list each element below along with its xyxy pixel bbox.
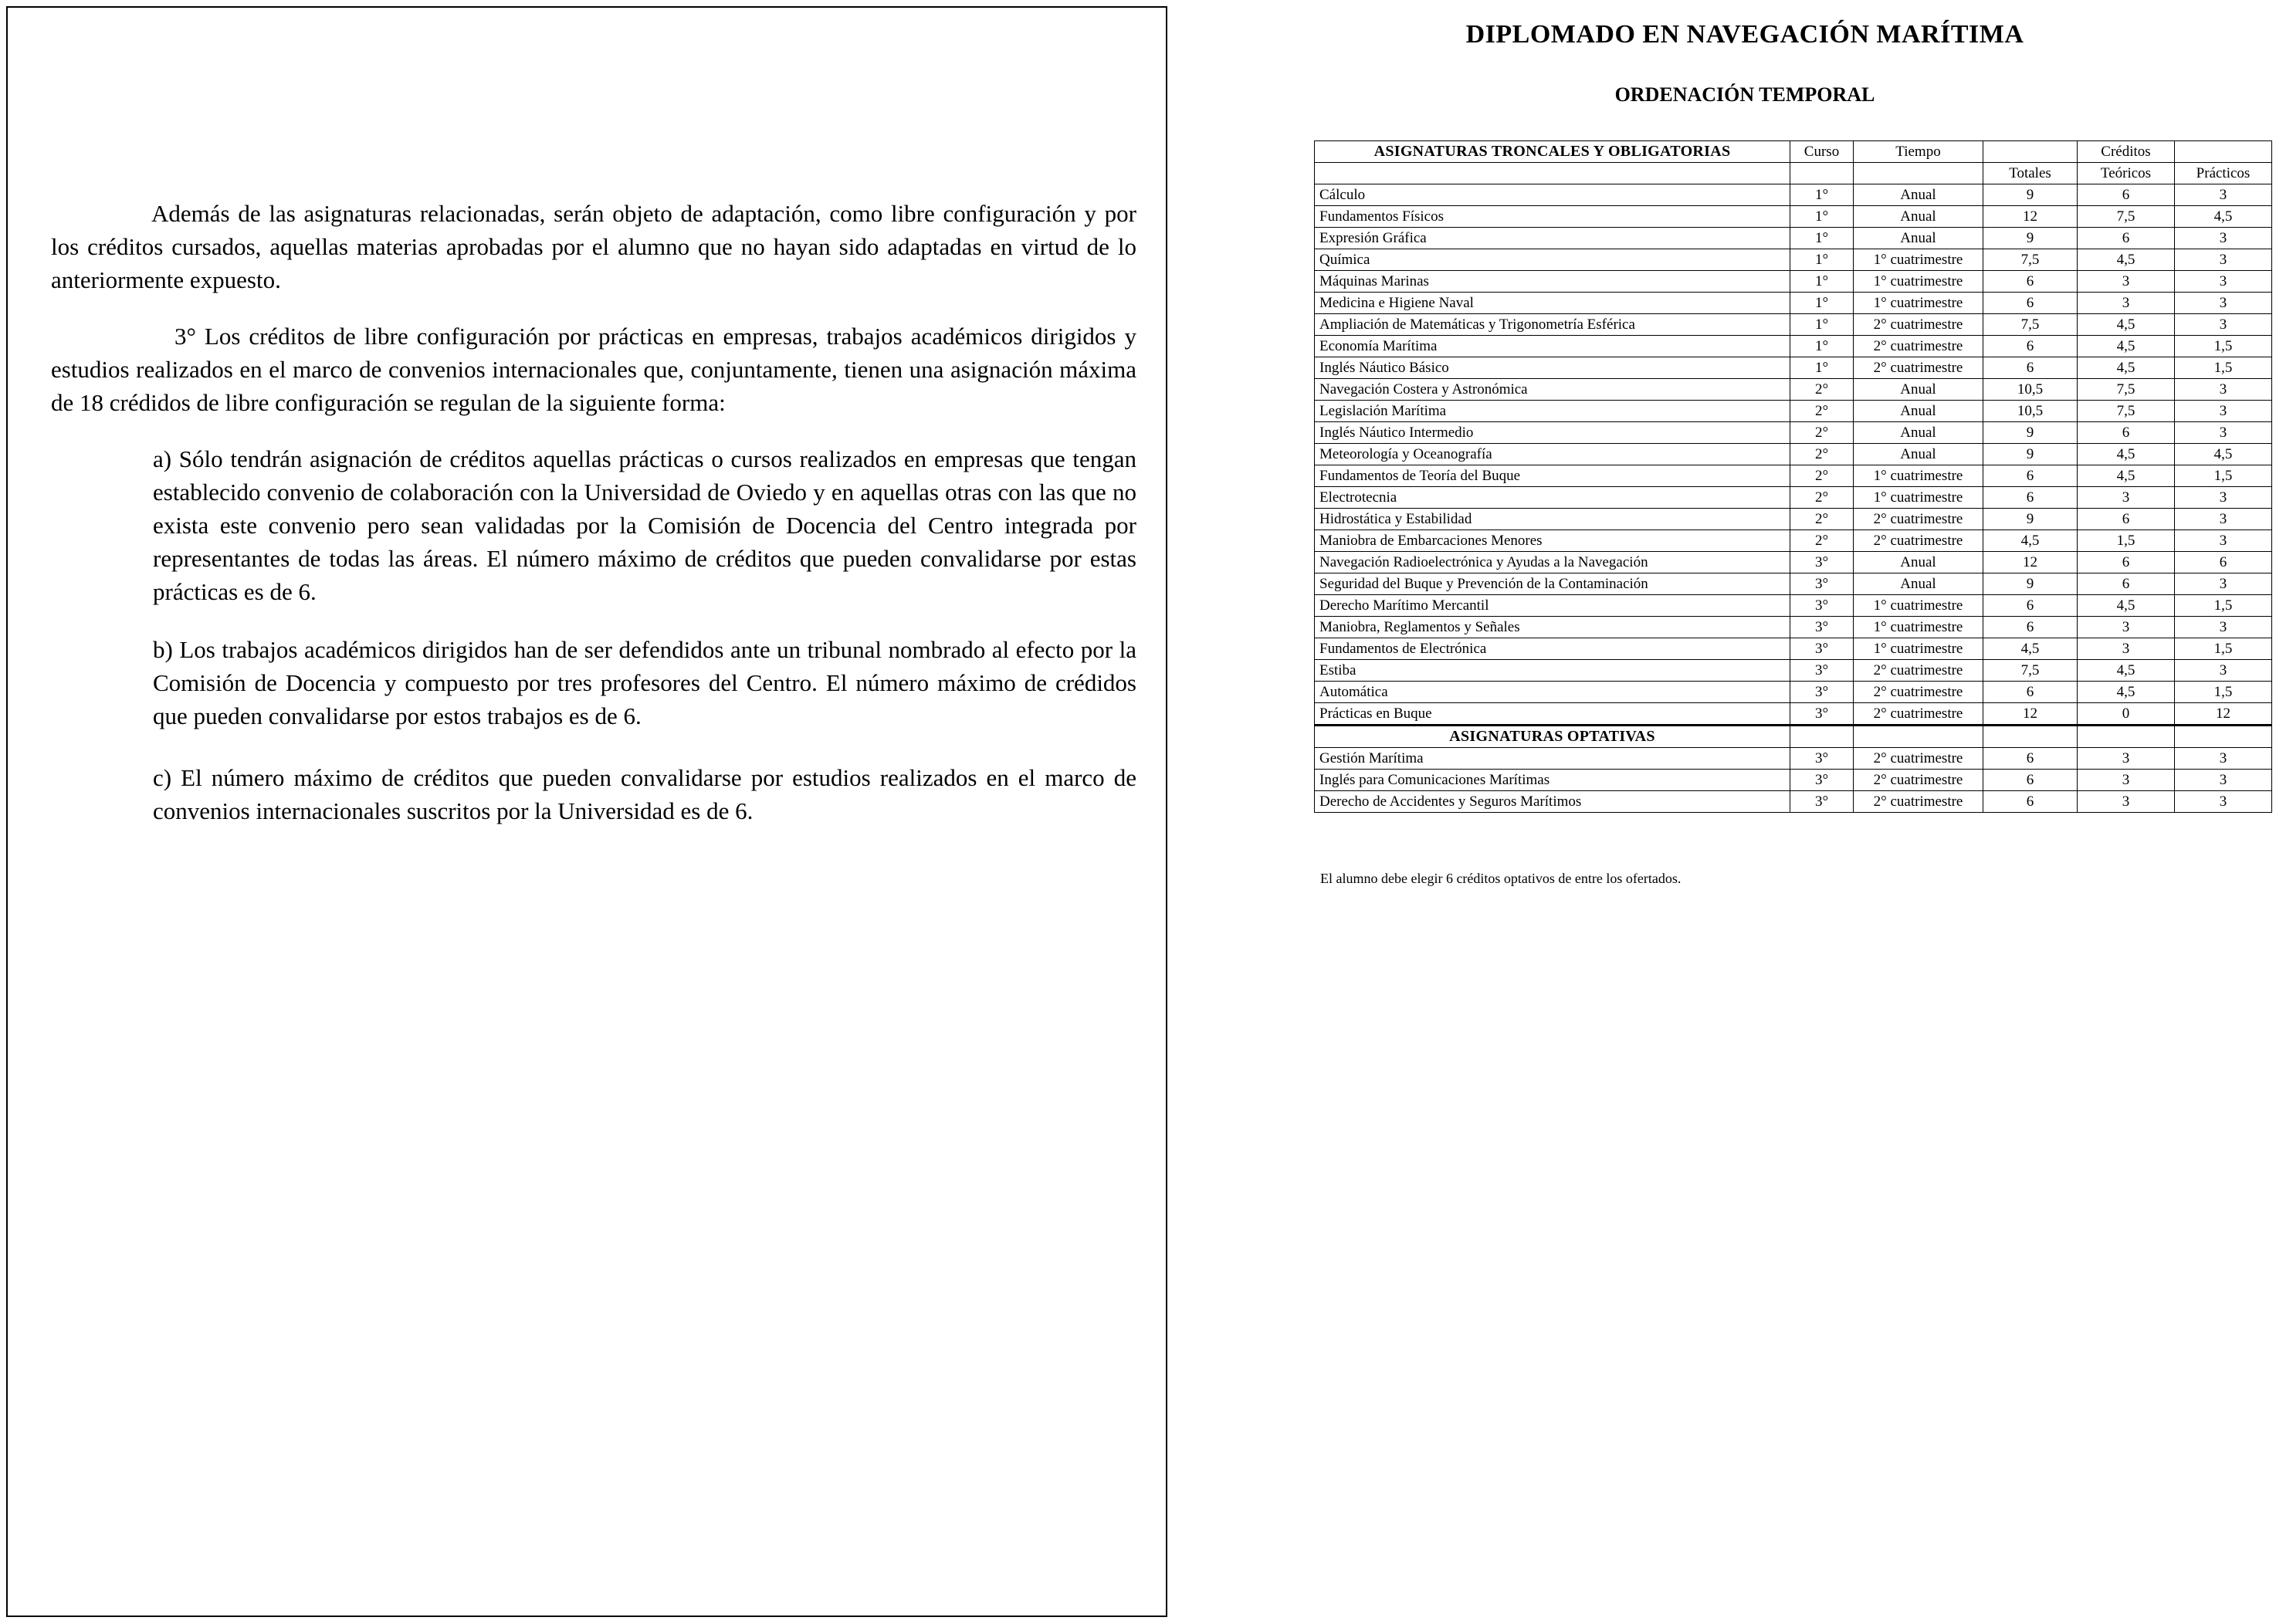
cell-teoricos: 6 <box>2078 422 2175 444</box>
header-blank <box>1983 141 2078 163</box>
cell-curso: 2° <box>1790 487 1854 509</box>
paragraph-c-convenios: c) El número máximo de créditos que pueden convalidarse por estudios realizados en el marco de convenios internacionales suscritos por la Universidad es de 6. <box>153 764 1136 824</box>
cell-teoricos: 0 <box>2078 703 2175 726</box>
cell-tiempo: Anual <box>1854 184 1983 206</box>
table-row <box>1315 184 2272 206</box>
table-row <box>1315 748 2272 770</box>
cell-practicos: 3 <box>2175 228 2272 249</box>
table-row <box>1315 552 2272 573</box>
cell-tiempo: 2° cuatrimestre <box>1854 660 1983 682</box>
cell-asignatura: Maniobra de Embarcaciones Menores <box>1315 530 1790 552</box>
cell-curso: 1° <box>1790 293 1854 314</box>
cell-curso: 2° <box>1790 444 1854 465</box>
cell-curso: 1° <box>1790 184 1854 206</box>
footnote: El alumno debe elegir 6 créditos optativos de entre los ofertados. <box>1320 871 1682 886</box>
cell-asignatura: Derecho de Accidentes y Seguros Marítimos <box>1315 791 1790 813</box>
cell-totales: 6 <box>1983 748 2078 770</box>
table-row <box>1315 617 2272 638</box>
cell-asignatura: Maniobra, Reglamentos y Señales <box>1315 617 1790 638</box>
table-row <box>1315 660 2272 682</box>
cell-teoricos: 3 <box>2078 748 2175 770</box>
cell-teoricos: 3 <box>2078 293 2175 314</box>
table-row <box>1315 357 2272 379</box>
cell-totales: 9 <box>1983 422 2078 444</box>
cell-totales: 6 <box>1983 465 2078 487</box>
cell-practicos: 3 <box>2175 748 2272 770</box>
cell-practicos: 1,5 <box>2175 638 2272 660</box>
cell-tiempo: 1° cuatrimestre <box>1854 293 1983 314</box>
cell-teoricos: 6 <box>2078 509 2175 530</box>
table-row <box>1315 314 2272 336</box>
cell-practicos: 4,5 <box>2175 206 2272 228</box>
cell-practicos: 3 <box>2175 573 2272 595</box>
header-blank <box>2175 141 2272 163</box>
cell-totales: 9 <box>1983 573 2078 595</box>
cell-totales: 9 <box>1983 444 2078 465</box>
header-tiempo: Tiempo <box>1854 141 1983 163</box>
cell-practicos: 3 <box>2175 184 2272 206</box>
cell-curso: 3° <box>1790 617 1854 638</box>
cell-teoricos: 3 <box>2078 791 2175 813</box>
cell-tiempo: Anual <box>1854 379 1983 401</box>
cell-teoricos: 4,5 <box>2078 444 2175 465</box>
table-row <box>1315 206 2272 228</box>
table-subheader-row <box>1315 163 2272 184</box>
cell-totales: 6 <box>1983 595 2078 617</box>
cell-asignatura: Química <box>1315 249 1790 271</box>
cell-practicos: 3 <box>2175 487 2272 509</box>
cell-asignatura: Inglés Náutico Intermedio <box>1315 422 1790 444</box>
table-row <box>1315 401 2272 422</box>
cell-tiempo: 2° cuatrimestre <box>1854 703 1983 726</box>
cell-curso: 1° <box>1790 271 1854 293</box>
left-page <box>6 6 1167 1617</box>
cell-tiempo: Anual <box>1854 444 1983 465</box>
cell-tiempo: 2° cuatrimestre <box>1854 314 1983 336</box>
table-row <box>1315 770 2272 791</box>
cell-teoricos: 4,5 <box>2078 682 2175 703</box>
cell-teoricos: 7,5 <box>2078 206 2175 228</box>
cell-practicos: 1,5 <box>2175 682 2272 703</box>
header-curso: Curso <box>1790 141 1854 163</box>
cell-curso: 1° <box>1790 228 1854 249</box>
cell-teoricos: 3 <box>2078 487 2175 509</box>
table-row <box>1315 465 2272 487</box>
cell-curso: 1° <box>1790 314 1854 336</box>
header-teoricos: Teóricos <box>2078 163 2175 184</box>
cell-totales: 12 <box>1983 703 2078 726</box>
cell-tiempo: 1° cuatrimestre <box>1854 487 1983 509</box>
table-header-row <box>1315 141 2272 163</box>
table-row <box>1315 595 2272 617</box>
cell-asignatura: Cálculo <box>1315 184 1790 206</box>
cell-totales: 10,5 <box>1983 379 2078 401</box>
cell-curso: 3° <box>1790 682 1854 703</box>
cell-curso: 1° <box>1790 357 1854 379</box>
table-row <box>1315 336 2272 357</box>
cell-practicos: 1,5 <box>2175 465 2272 487</box>
cell-totales: 6 <box>1983 357 2078 379</box>
cell-asignatura: Fundamentos Físicos <box>1315 206 1790 228</box>
cell-teoricos: 4,5 <box>2078 465 2175 487</box>
cell-asignatura: Estiba <box>1315 660 1790 682</box>
cell-curso: 3° <box>1790 638 1854 660</box>
cell-teoricos: 4,5 <box>2078 249 2175 271</box>
cell-curso: 2° <box>1790 379 1854 401</box>
cell-practicos: 3 <box>2175 379 2272 401</box>
cell-practicos: 4,5 <box>2175 444 2272 465</box>
cell-asignatura: Navegación Radioelectrónica y Ayudas a la Navegación <box>1315 552 1790 573</box>
cell-asignatura: Legislación Marítima <box>1315 401 1790 422</box>
cell-tiempo: Anual <box>1854 228 1983 249</box>
cell-tiempo: Anual <box>1854 422 1983 444</box>
header-totales: Totales <box>1983 163 2078 184</box>
cell-curso: 2° <box>1790 422 1854 444</box>
cell-teoricos: 6 <box>2078 228 2175 249</box>
cell-asignatura: Economía Marítima <box>1315 336 1790 357</box>
cell-curso: 2° <box>1790 401 1854 422</box>
cell-practicos: 3 <box>2175 530 2272 552</box>
cell-tiempo: 2° cuatrimestre <box>1854 530 1983 552</box>
cell-asignatura: Derecho Marítimo Mercantil <box>1315 595 1790 617</box>
ordenacion-temporal-table <box>1314 140 2272 813</box>
cell-tiempo: 1° cuatrimestre <box>1854 271 1983 293</box>
cell-curso: 3° <box>1790 770 1854 791</box>
cell-tiempo: 2° cuatrimestre <box>1854 748 1983 770</box>
cell-tiempo: 1° cuatrimestre <box>1854 638 1983 660</box>
cell-asignatura: Fundamentos de Teoría del Buque <box>1315 465 1790 487</box>
cell-tiempo: 2° cuatrimestre <box>1854 770 1983 791</box>
cell-teoricos: 4,5 <box>2078 595 2175 617</box>
table-row <box>1315 293 2272 314</box>
cell-tiempo: 2° cuatrimestre <box>1854 357 1983 379</box>
cell-asignatura: Expresión Gráfica <box>1315 228 1790 249</box>
cell-teoricos: 4,5 <box>2078 336 2175 357</box>
table-row <box>1315 249 2272 271</box>
cell-curso: 3° <box>1790 791 1854 813</box>
cell-curso: 1° <box>1790 249 1854 271</box>
table-row <box>1315 703 2272 726</box>
cell-asignatura: Medicina e Higiene Naval <box>1315 293 1790 314</box>
header-creditos: Créditos <box>2078 141 2175 163</box>
cell-tiempo: 2° cuatrimestre <box>1854 682 1983 703</box>
cell-totales: 6 <box>1983 293 2078 314</box>
table-row <box>1315 422 2272 444</box>
cell-tiempo: 2° cuatrimestre <box>1854 791 1983 813</box>
cell-practicos: 3 <box>2175 401 2272 422</box>
page-subtitle: ORDENACIÓN TEMPORAL <box>1614 83 1875 106</box>
cell-practicos: 1,5 <box>2175 336 2272 357</box>
cell-practicos: 3 <box>2175 314 2272 336</box>
optativas-header-row <box>1315 726 2272 748</box>
cell-totales: 4,5 <box>1983 530 2078 552</box>
cell-totales: 6 <box>1983 770 2078 791</box>
cell-totales: 4,5 <box>1983 638 2078 660</box>
header-practicos: Prácticos <box>2175 163 2272 184</box>
cell-curso: 3° <box>1790 552 1854 573</box>
cell-teoricos: 7,5 <box>2078 401 2175 422</box>
cell-practicos: 1,5 <box>2175 595 2272 617</box>
page-title: DIPLOMADO EN NAVEGACIÓN MARÍTIMA <box>1465 20 2024 49</box>
cell-asignatura: Inglés Náutico Básico <box>1315 357 1790 379</box>
table-row <box>1315 573 2272 595</box>
cell-teoricos: 4,5 <box>2078 357 2175 379</box>
cell-teoricos: 6 <box>2078 552 2175 573</box>
cell-teoricos: 3 <box>2078 271 2175 293</box>
table-row <box>1315 530 2272 552</box>
cell-asignatura: Meteorología y Oceanografía <box>1315 444 1790 465</box>
cell-curso: 3° <box>1790 573 1854 595</box>
header-section-troncales: ASIGNATURAS TRONCALES Y OBLIGATORIAS <box>1315 141 1790 163</box>
table-row <box>1315 444 2272 465</box>
cell-teoricos: 6 <box>2078 573 2175 595</box>
cell-practicos: 3 <box>2175 509 2272 530</box>
cell-totales: 9 <box>1983 509 2078 530</box>
cell-asignatura: Máquinas Marinas <box>1315 271 1790 293</box>
cell-totales: 6 <box>1983 487 2078 509</box>
cell-totales: 6 <box>1983 271 2078 293</box>
cell-teoricos: 1,5 <box>2078 530 2175 552</box>
header-section-optativas: ASIGNATURAS OPTATIVAS <box>1315 726 1790 748</box>
cell-teoricos: 3 <box>2078 638 2175 660</box>
cell-asignatura: Inglés para Comunicaciones Marítimas <box>1315 770 1790 791</box>
cell-totales: 7,5 <box>1983 660 2078 682</box>
cell-asignatura: Seguridad del Buque y Prevención de la Contaminación <box>1315 573 1790 595</box>
cell-curso: 3° <box>1790 595 1854 617</box>
cell-totales: 9 <box>1983 228 2078 249</box>
paragraph-b-trabajos: b) Los trabajos académicos dirigidos han de ser defendidos ante un tribunal nombrado al efecto por la Comisión de Docencia y compuesto por tres profesores del Centro. El número máximo de crédidos que pueden convalidarse por estos trabajos es de 6. <box>153 636 1136 729</box>
cell-curso: 1° <box>1790 206 1854 228</box>
cell-tiempo: Anual <box>1854 573 1983 595</box>
paragraph-libre-configuracion: 3° Los créditos de libre configuración por prácticas en empresas, trabajos académicos dirigidos y estudios realizados en el marco de convenios internacionales que, conjuntamente, tienen una asignación máxima de 18 crédidos de libre configuración se regulan de la siguiente forma: <box>51 323 1136 416</box>
cell-practicos: 12 <box>2175 703 2272 726</box>
cell-tiempo: 2° cuatrimestre <box>1854 509 1983 530</box>
cell-totales: 6 <box>1983 791 2078 813</box>
cell-totales: 6 <box>1983 336 2078 357</box>
cell-practicos: 3 <box>2175 660 2272 682</box>
cell-tiempo: 1° cuatrimestre <box>1854 465 1983 487</box>
cell-totales: 6 <box>1983 682 2078 703</box>
cell-asignatura: Hidrostática y Estabilidad <box>1315 509 1790 530</box>
table-row <box>1315 487 2272 509</box>
cell-teoricos: 3 <box>2078 617 2175 638</box>
cell-totales: 10,5 <box>1983 401 2078 422</box>
cell-curso: 3° <box>1790 748 1854 770</box>
cell-practicos: 3 <box>2175 249 2272 271</box>
cell-practicos: 6 <box>2175 552 2272 573</box>
cell-tiempo: 2° cuatrimestre <box>1854 336 1983 357</box>
cell-teoricos: 6 <box>2078 184 2175 206</box>
cell-teoricos: 4,5 <box>2078 660 2175 682</box>
cell-curso: 2° <box>1790 530 1854 552</box>
cell-curso: 1° <box>1790 336 1854 357</box>
cell-practicos: 3 <box>2175 791 2272 813</box>
table-row <box>1315 228 2272 249</box>
cell-practicos: 3 <box>2175 271 2272 293</box>
paragraph-intro: Además de las asignaturas relacionadas, serán objeto de adaptación, como libre configuración y por los créditos cursados, aquellas materias aprobadas por el alumno que no hayan sido adaptadas en virtud de lo anteriormente expuesto. <box>51 200 1136 293</box>
cell-totales: 7,5 <box>1983 249 2078 271</box>
cell-totales: 9 <box>1983 184 2078 206</box>
paragraph-a-practicas: a) Sólo tendrán asignación de créditos aquellas prácticas o cursos realizados en empresas que tengan establecido convenio de colaboración con la Universidad de Oviedo y en aquellas otras con las que no exista este convenio pero sean validadas por la Comisión de Docencia del Centro integrada por representantes de todas las áreas. El número máximo de créditos que pueden convalidarse por estas prácticas es de 6. <box>153 445 1136 605</box>
cell-totales: 7,5 <box>1983 314 2078 336</box>
cell-asignatura: Prácticas en Buque <box>1315 703 1790 726</box>
cell-asignatura: Ampliación de Matemáticas y Trigonometría Esférica <box>1315 314 1790 336</box>
cell-curso: 2° <box>1790 465 1854 487</box>
cell-teoricos: 4,5 <box>2078 314 2175 336</box>
cell-tiempo: 1° cuatrimestre <box>1854 595 1983 617</box>
cell-practicos: 1,5 <box>2175 357 2272 379</box>
cell-asignatura: Gestión Marítima <box>1315 748 1790 770</box>
cell-tiempo: 1° cuatrimestre <box>1854 617 1983 638</box>
cell-teoricos: 7,5 <box>2078 379 2175 401</box>
cell-asignatura: Automática <box>1315 682 1790 703</box>
cell-practicos: 3 <box>2175 422 2272 444</box>
cell-tiempo: Anual <box>1854 206 1983 228</box>
cell-asignatura: Navegación Costera y Astronómica <box>1315 379 1790 401</box>
table-row <box>1315 509 2272 530</box>
table-row <box>1315 791 2272 813</box>
cell-practicos: 3 <box>2175 617 2272 638</box>
cell-curso: 3° <box>1790 703 1854 726</box>
cell-curso: 2° <box>1790 509 1854 530</box>
table-row <box>1315 271 2272 293</box>
cell-teoricos: 3 <box>2078 770 2175 791</box>
cell-totales: 6 <box>1983 617 2078 638</box>
cell-totales: 12 <box>1983 206 2078 228</box>
cell-practicos: 3 <box>2175 293 2272 314</box>
cell-asignatura: Fundamentos de Electrónica <box>1315 638 1790 660</box>
cell-asignatura: Electrotecnia <box>1315 487 1790 509</box>
cell-totales: 12 <box>1983 552 2078 573</box>
cell-practicos: 3 <box>2175 770 2272 791</box>
table-row <box>1315 638 2272 660</box>
table-row <box>1315 379 2272 401</box>
table-row <box>1315 682 2272 703</box>
cell-tiempo: Anual <box>1854 552 1983 573</box>
cell-tiempo: Anual <box>1854 401 1983 422</box>
cell-curso: 3° <box>1790 660 1854 682</box>
cell-tiempo: 1° cuatrimestre <box>1854 249 1983 271</box>
